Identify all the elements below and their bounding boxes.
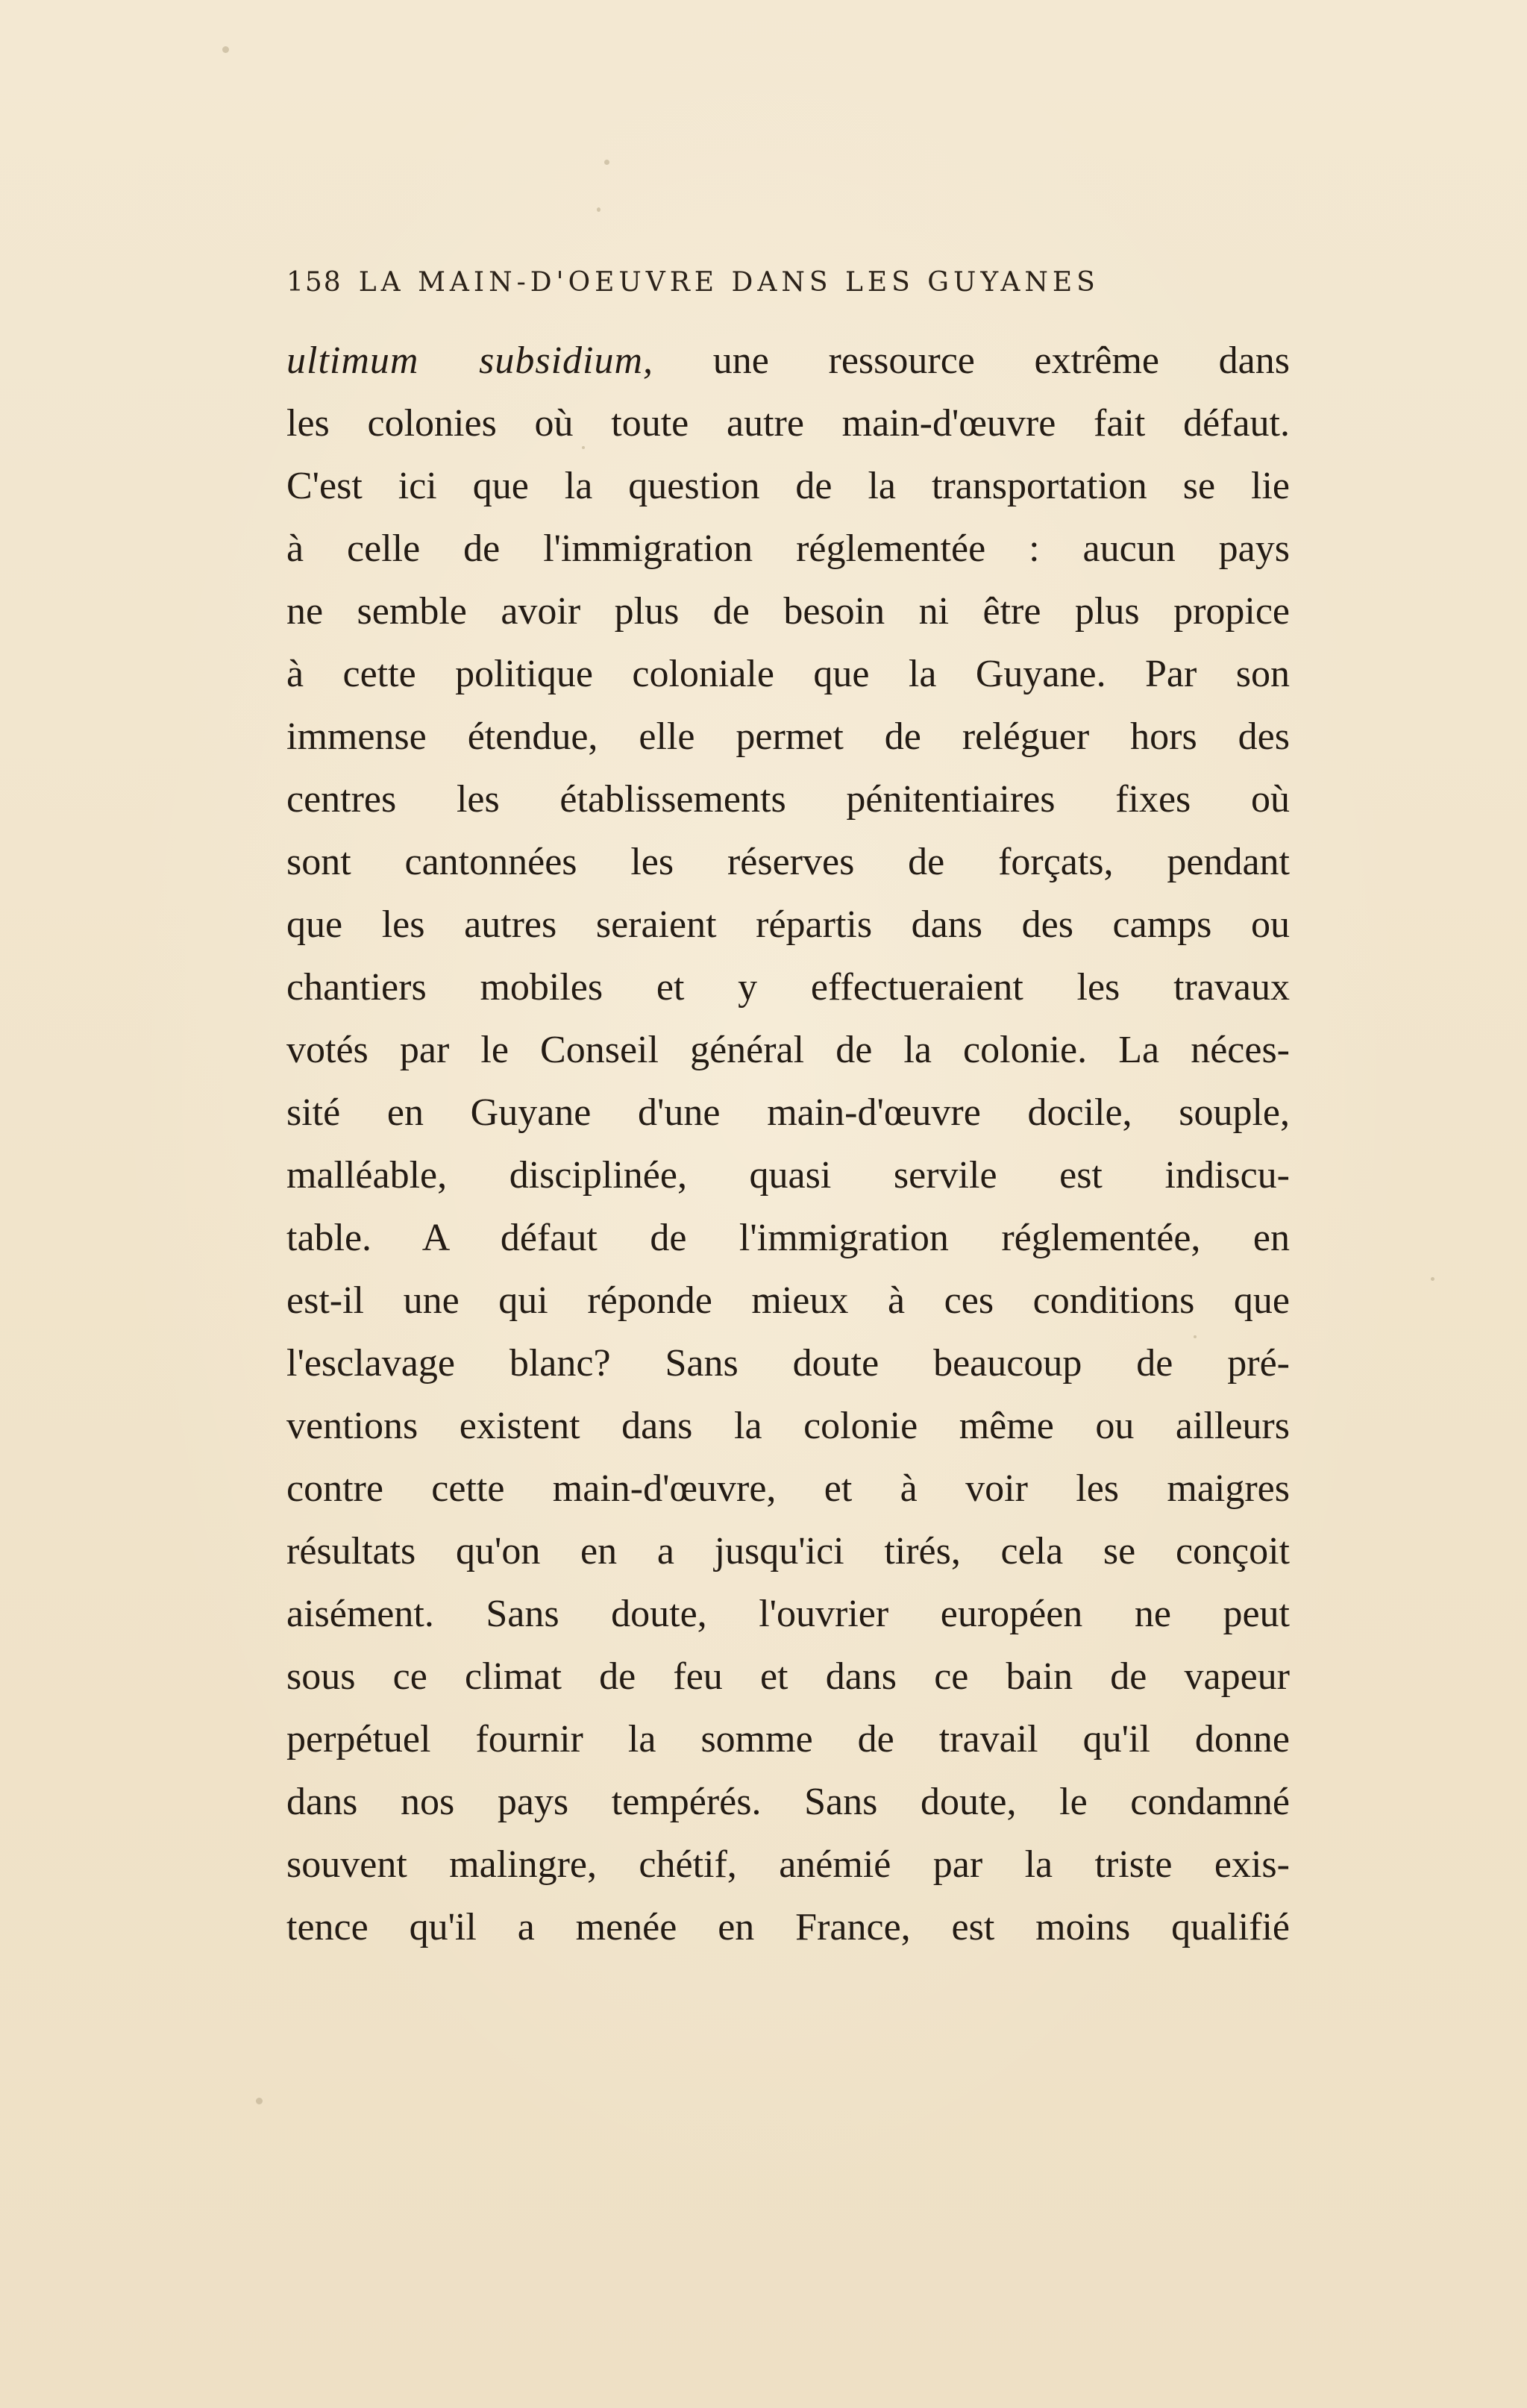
text-line: centres les établissements pénitentiaires fixes où — [286, 778, 1290, 821]
text-line: que les autres seraient répartis dans des camps ou — [286, 903, 1290, 946]
paper-speck — [597, 207, 601, 212]
page-number: 158 — [286, 267, 342, 298]
text-line: immense étendue, elle permet de reléguer hors des — [286, 715, 1290, 758]
text-line: résultats qu'on en a jusqu'ici tirés, cela se conçoit — [286, 1530, 1290, 1573]
text-line-1 — [286, 330, 1290, 392]
text-line: les colonies où toute autre main-d'œuvre fait défaut. — [286, 402, 1290, 445]
text-line: l'esclavage blanc? Sans doute beaucoup de pré- — [286, 1342, 1290, 1385]
paper-speck — [256, 2098, 263, 2104]
italic-phrase: ultimum subsidium, — [286, 339, 654, 382]
text-line: ne semble avoir plus de besoin ni être plus propice — [286, 590, 1290, 633]
text-line: contre cette main-d'œuvre, et à voir les maigres — [286, 1467, 1290, 1510]
text-line: tence qu'il a menée en France, est moins qualifié — [286, 1906, 1290, 1948]
text-line: aisément. Sans doute, l'ouvrier européen ne peut — [286, 1593, 1290, 1635]
paper-speck — [222, 46, 229, 53]
text-line: ventions existent dans la colonie même ou ailleurs — [286, 1405, 1290, 1447]
text-line: malléable, disciplinée, quasi servile est indiscu- — [286, 1154, 1290, 1197]
paper-speck — [1431, 1277, 1434, 1281]
running-title: LA MAIN-D'OEUVRE DANS LES GUYANES — [358, 267, 1100, 298]
text-line: sont cantonnées les réserves de forçats, pendant — [286, 841, 1290, 883]
body-text — [286, 330, 1290, 1959]
text-line: chantiers mobiles et y effectueraient les travaux — [286, 966, 1290, 1009]
text-line: dans nos pays tempérés. Sans doute, le condamné — [286, 1781, 1290, 1823]
text-line: C'est ici que la question de la transportation se lie — [286, 465, 1290, 507]
text-line: sous ce climat de feu et dans ce bain de vapeur — [286, 1655, 1290, 1698]
text-line: table. A défaut de l'immigration réglementée, en — [286, 1217, 1290, 1259]
paper-speck — [604, 160, 609, 165]
text-line: est-il une qui réponde mieux à ces conditions que — [286, 1279, 1290, 1322]
text-line: souvent malingre, chétif, anémié par la triste exis- — [286, 1843, 1290, 1886]
text-line: perpétuel fournir la somme de travail qu'il donne — [286, 1718, 1290, 1760]
text-line-1-rest: une ressource extrême dans — [712, 339, 1290, 382]
text-line: à celle de l'immigration réglementée : aucun pays — [286, 527, 1290, 570]
text-line: à cette politique coloniale que la Guyane. Par son — [286, 653, 1290, 695]
text-line: sité en Guyane d'une main-d'œuvre docile, souple, — [286, 1091, 1290, 1134]
running-head — [286, 267, 1204, 298]
text-line: votés par le Conseil général de la colonie. La néces- — [286, 1029, 1290, 1071]
